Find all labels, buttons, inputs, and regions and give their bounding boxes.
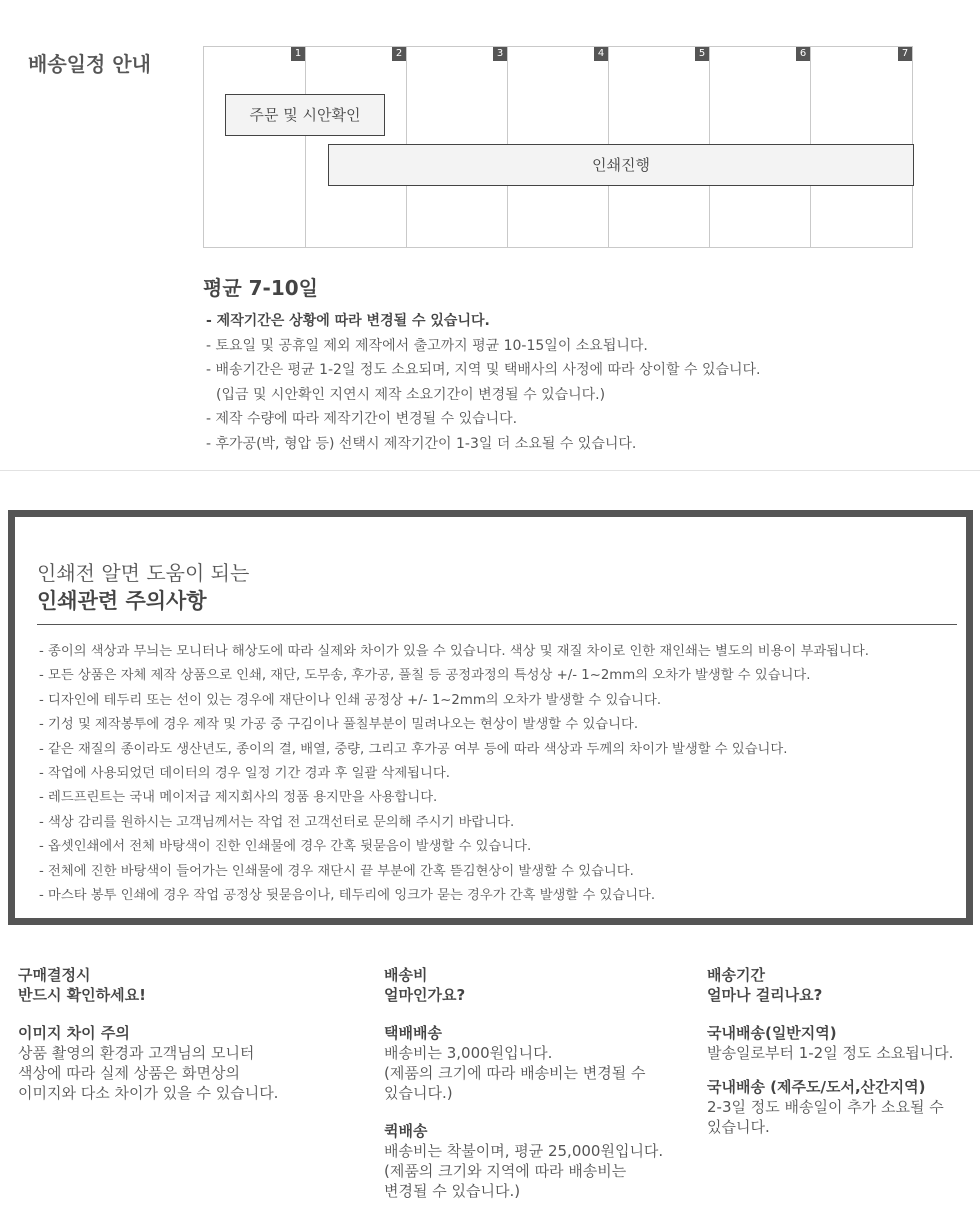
caution-item: - 같은 재질의 종이라도 생산년도, 종이의 결, 배열, 중량, 그리고 후가공 여부 등에 따라 색상과 두께의 차이가 발생할 수 있습니다.: [39, 741, 788, 757]
shipping-period-heading: 얼마나 걸리나요?: [707, 986, 823, 1004]
courier-title: 택배배송: [384, 1024, 442, 1042]
shipping-period-heading: 배송기간: [707, 966, 765, 984]
purchase-text: 색상에 따라 실제 상품은 화면상의: [18, 1064, 240, 1082]
day-number: 3: [493, 47, 507, 61]
caution-divider: [37, 624, 957, 625]
image-difference-title: 이미지 차이 주의: [18, 1024, 130, 1042]
day-number: 5: [695, 47, 709, 61]
remote-region-title: 국내배송 (제주도/도서,산간지역): [707, 1078, 926, 1096]
caution-item: - 모든 상품은 자체 제작 상품으로 인쇄, 재단, 도무송, 후가공, 풀칠 등 공정과정의 특성상 +/- 1~2mm의 오차가 발생할 수 있습니다.: [39, 668, 811, 684]
caution-list: [39, 640, 869, 908]
caution-item: - 전체에 진한 바탕색이 들어가는 인쇄물에 경우 재단시 끝 부분에 간혹 뜯김현상이 발생할 수 있습니다.: [39, 863, 634, 879]
schedule-note: - 제작기간은 상황에 따라 변경될 수 있습니다.: [206, 313, 490, 329]
quick-text: (제품의 크기와 지역에 따라 배송비는: [384, 1162, 627, 1180]
caution-item: - 마스타 봉투 인쇄에 경우 작업 공정상 뒷묻음이나, 테두리에 잉크가 묻는 경우가 간혹 발생할 수 있습니다.: [39, 888, 656, 904]
day-number: 6: [796, 47, 810, 61]
courier-text: 있습니다.): [384, 1084, 453, 1102]
courier-text: 배송비는 3,000원입니다.: [384, 1044, 553, 1062]
caution-item: - 종이의 색상과 무늬는 모니터나 해상도에 따라 실제와 차이가 있을 수 있습니다. 색상 및 재질 차이로 인한 재인쇄는 별도의 비용이 부과됩니다.: [39, 644, 869, 659]
caution-item: - 기성 및 제작봉투에 경우 제작 및 가공 중 구김이나 풀칠부분이 밀려나오는 현상이 발생할 수 있습니다.: [39, 717, 639, 733]
day-number: 1: [291, 47, 305, 61]
schedule-notes: [206, 309, 761, 456]
purchase-text: 상품 촬영의 환경과 고객님의 모니터: [18, 1044, 255, 1062]
purchase-heading: 반드시 확인하세요!: [18, 986, 146, 1004]
schedule-note: - 배송기간은 평균 1-2일 정도 소요되며, 지역 및 택배사의 사정에 따라 상이할 수 있습니다.: [206, 362, 761, 378]
shipping-fee-heading: 얼마인가요?: [384, 986, 466, 1004]
printing-bar: 인쇄진행: [328, 144, 914, 186]
day-number: 2: [392, 47, 406, 61]
schedule-note: - 제작 수량에 따라 제작기간이 변경될 수 있습니다.: [206, 411, 518, 427]
schedule-note: (입금 및 시안확인 지연시 제작 소요기간이 변경될 수 있습니다.): [216, 386, 606, 403]
shipping-period-column: [707, 965, 977, 1137]
section-divider: [0, 470, 980, 471]
general-region-title: 국내배송(일반지역): [707, 1024, 837, 1042]
order-confirm-bar: 주문 및 시안확인: [225, 94, 385, 136]
remote-region-text: 2-3일 정도 배송일이 추가 소요될 수: [707, 1098, 944, 1116]
courier-text: (제품의 크기에 따라 배송비는 변경될 수: [384, 1064, 646, 1082]
quick-text: 배송비는 착불이며, 평균 25,000원입니다.: [384, 1142, 664, 1160]
purchase-notice-column: [18, 965, 348, 1103]
print-caution-box: [8, 510, 973, 925]
shipping-fee-heading: 배송비: [384, 966, 428, 984]
caution-item: - 옵셋인쇄에서 전체 바탕색이 진한 인쇄물에 경우 간혹 뒷묻음이 발생할 수 있습니다.: [39, 839, 532, 855]
purchase-text: 이미지와 다소 차이가 있을 수 있습니다.: [18, 1084, 279, 1102]
average-duration: 평균 7-10일: [203, 276, 318, 300]
caution-title: 인쇄관련 주의사항: [37, 589, 207, 613]
remote-region-text: 있습니다.: [707, 1118, 770, 1136]
schedule-title: 배송일정 안내: [28, 52, 151, 76]
purchase-heading: 구매결정시: [18, 966, 91, 984]
caution-item: - 색상 감리를 원하시는 고객님께서는 작업 전 고객선터로 문의해 주시기 바랍니다.: [39, 814, 515, 830]
caution-item: - 작업에 사용되었던 데이터의 경우 일정 기간 경과 후 일괄 삭제됩니다.: [39, 766, 450, 782]
caution-item: - 디자인에 테두리 또는 선이 있는 경우에 재단이나 인쇄 공정상 +/- 1~2mm의 오차가 발생할 수 있습니다.: [39, 692, 662, 708]
day-number: 7: [898, 47, 912, 61]
schedule-note: - 후가공(박, 형압 등) 선택시 제작기간이 1-3일 더 소요될 수 있습니다.: [206, 435, 637, 452]
general-region-text: 발송일로부터 1-2일 정도 소요됩니다.: [707, 1044, 954, 1062]
day-number: 4: [594, 47, 608, 61]
caution-subtitle: 인쇄전 알면 도움이 되는: [37, 561, 250, 585]
quick-text: 변경될 수 있습니다.): [384, 1182, 521, 1200]
schedule-note: - 토요일 및 공휴일 제외 제작에서 출고까지 평균 10-15일이 소요됩니다.: [206, 337, 648, 354]
schedule-table: [203, 46, 913, 248]
shipping-fee-column: [384, 965, 684, 1201]
caution-item: - 레드프린트는 국내 메이저급 제지회사의 정품 용지만을 사용합니다.: [39, 790, 438, 806]
quick-title: 퀵배송: [384, 1122, 428, 1140]
day-divider: [305, 47, 306, 247]
